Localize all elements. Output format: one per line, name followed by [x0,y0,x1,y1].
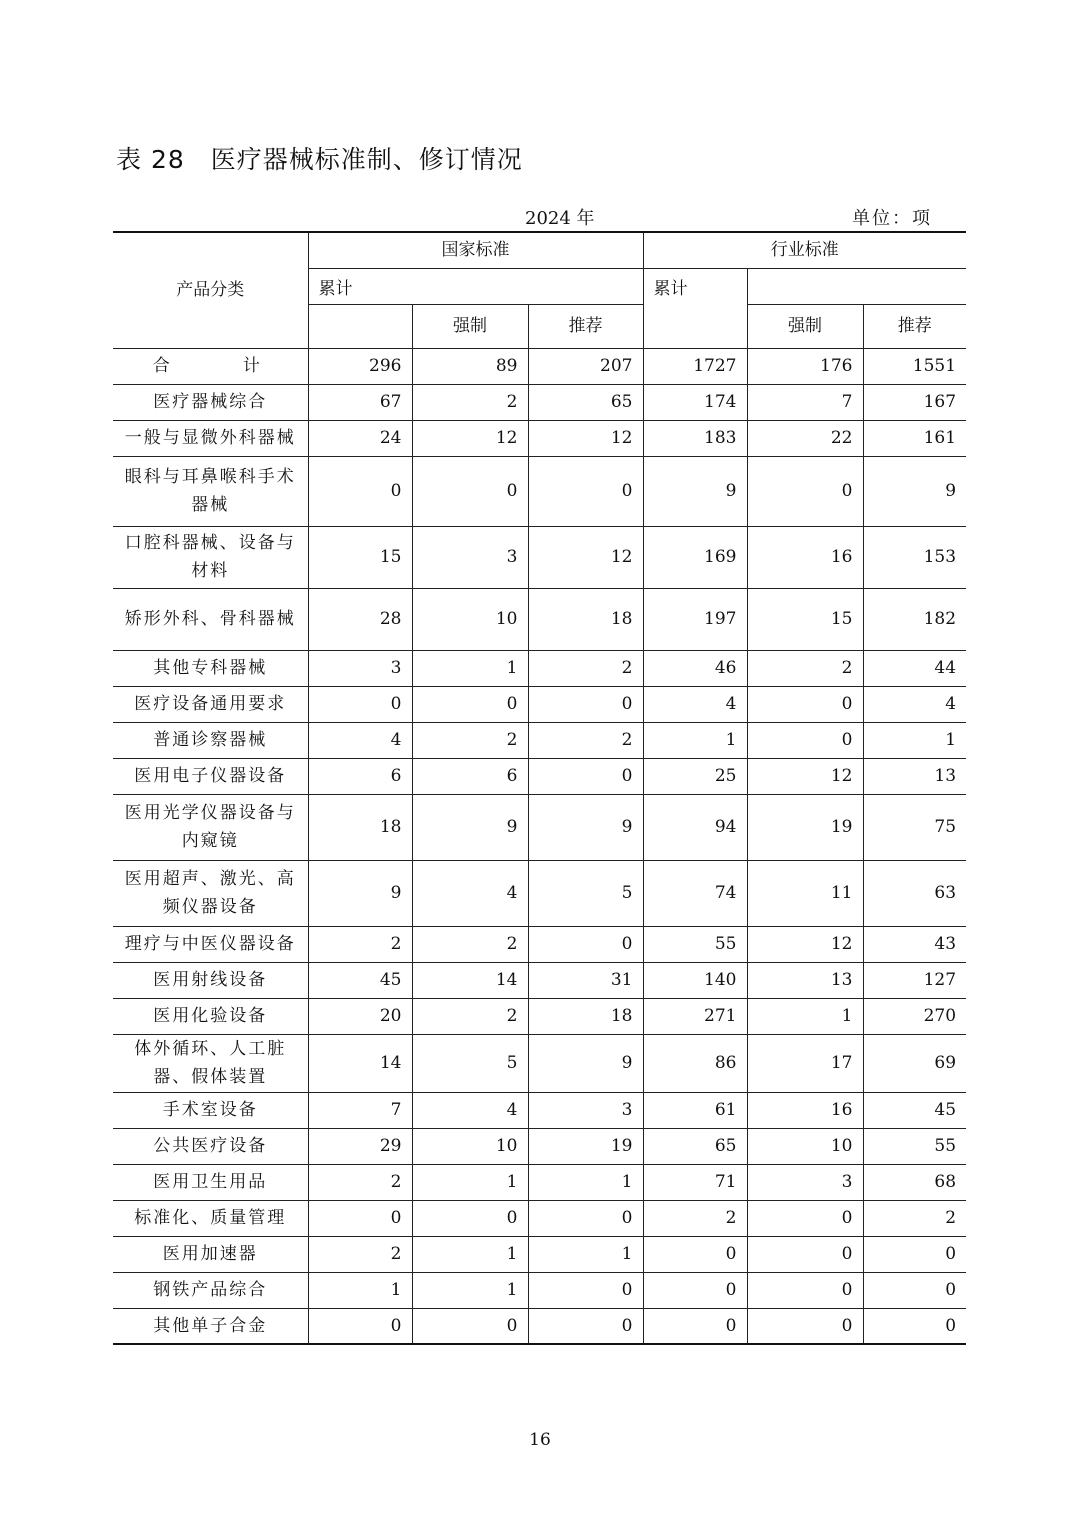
row-category: 其他专科器械 [113,650,308,686]
row-value: 2 [863,1200,966,1236]
row-value: 24 [308,420,412,456]
table-row [113,1308,966,1344]
table-row [113,722,966,758]
row-value: 2 [528,650,643,686]
row-value: 65 [643,1128,747,1164]
row-value: 0 [747,1236,863,1272]
row-value: 10 [412,1128,528,1164]
row-value: 271 [643,998,747,1034]
row-category: 医疗器械综合 [113,384,308,420]
row-category: 一般与显微外科器械 [113,420,308,456]
row-value: 20 [308,998,412,1034]
row-value: 14 [412,962,528,998]
header-national-recommended: 推荐 [528,304,643,348]
row-value: 0 [528,926,643,962]
row-value: 94 [643,794,747,860]
row-category: 公共医疗设备 [113,1128,308,1164]
table-row [113,794,966,860]
table-row [113,456,966,526]
row-value: 0 [528,1200,643,1236]
row-value: 0 [643,1272,747,1308]
row-value: 3 [747,1164,863,1200]
row-value: 4 [412,860,528,926]
row-value: 18 [528,998,643,1034]
row-value: 296 [308,348,412,384]
page-number: 16 [529,1430,551,1450]
row-value: 0 [412,1308,528,1344]
row-value: 9 [308,860,412,926]
row-value: 0 [308,1308,412,1344]
row-value: 0 [747,722,863,758]
table-body [113,348,966,1344]
row-value: 0 [412,686,528,722]
row-value: 6 [412,758,528,794]
row-value: 74 [643,860,747,926]
row-value: 2 [308,1164,412,1200]
row-value: 67 [308,384,412,420]
row-value: 25 [643,758,747,794]
unit-label: 单位：项 [852,208,932,229]
row-value: 75 [863,794,966,860]
header-industry-recommended: 推荐 [863,304,966,348]
row-value: 0 [528,456,643,526]
row-value: 68 [863,1164,966,1200]
table-row [113,1164,966,1200]
row-value: 61 [643,1092,747,1128]
row-value: 12 [747,926,863,962]
row-value: 15 [308,526,412,588]
table-row [113,650,966,686]
row-value: 1 [863,722,966,758]
header-national-cumulative-spacer [308,304,412,348]
row-value: 2 [412,998,528,1034]
header-national-mandatory: 强制 [412,304,528,348]
header-industry-spacer [747,268,966,304]
table-row [113,758,966,794]
table-row [113,1034,966,1092]
row-value: 2 [528,722,643,758]
row-value: 3 [528,1092,643,1128]
row-category: 医用光学仪器设备与内窥镜 [113,794,308,860]
row-value: 5 [528,860,643,926]
row-value: 0 [308,456,412,526]
row-value: 2 [412,926,528,962]
row-value: 9 [863,456,966,526]
row-value: 1 [412,1164,528,1200]
row-value: 7 [308,1092,412,1128]
row-value: 4 [308,722,412,758]
row-value: 86 [643,1034,747,1092]
row-value: 182 [863,588,966,650]
row-value: 2 [308,1236,412,1272]
header-industry-cumulative: 累计 [643,268,747,348]
table-row [113,588,966,650]
row-value: 45 [863,1092,966,1128]
row-value: 45 [308,962,412,998]
row-value: 19 [528,1128,643,1164]
row-value: 11 [747,860,863,926]
row-value: 13 [747,962,863,998]
row-value: 0 [747,1200,863,1236]
row-value: 18 [528,588,643,650]
row-value: 4 [412,1092,528,1128]
row-value: 12 [528,420,643,456]
row-value: 12 [747,758,863,794]
row-value: 14 [308,1034,412,1092]
row-value: 63 [863,860,966,926]
row-value: 197 [643,588,747,650]
row-value: 4 [643,686,747,722]
table-row [113,1200,966,1236]
row-category: 医用射线设备 [113,962,308,998]
row-category: 合 计 [113,348,308,384]
row-value: 1727 [643,348,747,384]
row-value: 69 [863,1034,966,1092]
row-value: 1 [528,1164,643,1200]
total-row [113,348,966,384]
row-value: 1 [412,1236,528,1272]
row-category: 钢铁产品综合 [113,1272,308,1308]
row-value: 0 [528,686,643,722]
row-value: 1 [528,1236,643,1272]
row-category: 标准化、质量管理 [113,1200,308,1236]
row-value: 22 [747,420,863,456]
row-value: 0 [308,1200,412,1236]
header-product-category: 产品分类 [113,232,308,348]
table-title [116,140,523,176]
header-national-standard: 国家标准 [308,232,643,268]
row-value: 2 [308,926,412,962]
row-value: 13 [863,758,966,794]
row-value: 19 [747,794,863,860]
row-value: 16 [747,1092,863,1128]
row-value: 0 [308,686,412,722]
row-value: 29 [308,1128,412,1164]
row-value: 1 [308,1272,412,1308]
row-category: 理疗与中医仪器设备 [113,926,308,962]
row-value: 2 [747,650,863,686]
row-value: 31 [528,962,643,998]
row-value: 3 [308,650,412,686]
row-value: 12 [528,526,643,588]
row-category: 口腔科器械、设备与材料 [113,526,308,588]
row-value: 0 [863,1272,966,1308]
row-value: 0 [747,456,863,526]
row-value: 0 [747,686,863,722]
row-value: 183 [643,420,747,456]
row-category: 医疗设备通用要求 [113,686,308,722]
row-value: 12 [412,420,528,456]
row-value: 10 [747,1128,863,1164]
row-value: 140 [643,962,747,998]
row-value: 0 [747,1272,863,1308]
row-value: 174 [643,384,747,420]
row-value: 1 [412,1272,528,1308]
row-value: 65 [528,384,643,420]
row-category: 手术室设备 [113,1092,308,1128]
row-value: 55 [863,1128,966,1164]
table-title-text: 医疗器械标准制、修订情况 [210,145,523,174]
table-row [113,686,966,722]
table-row [113,860,966,926]
table-row [113,1272,966,1308]
row-value: 0 [863,1308,966,1344]
row-category: 医用卫生用品 [113,1164,308,1200]
table-row [113,384,966,420]
row-category: 医用加速器 [113,1236,308,1272]
table-row [113,998,966,1034]
row-value: 0 [643,1308,747,1344]
year-label: 2024 年 [525,208,595,229]
row-value: 17 [747,1034,863,1092]
row-value: 5 [412,1034,528,1092]
row-value: 0 [412,1200,528,1236]
row-category: 医用超声、激光、高频仪器设备 [113,860,308,926]
table-row [113,926,966,962]
header-industry-standard: 行业标准 [643,232,966,268]
row-value: 6 [308,758,412,794]
row-value: 18 [308,794,412,860]
row-value: 167 [863,384,966,420]
table-row [113,1128,966,1164]
row-value: 2 [643,1200,747,1236]
row-value: 176 [747,348,863,384]
row-value: 0 [643,1236,747,1272]
row-category: 医用化验设备 [113,998,308,1034]
row-value: 2 [412,384,528,420]
row-value: 1551 [863,348,966,384]
row-value: 3 [412,526,528,588]
row-value: 161 [863,420,966,456]
row-category: 普通诊察器械 [113,722,308,758]
row-value: 9 [528,794,643,860]
row-value: 16 [747,526,863,588]
table-row [113,962,966,998]
row-value: 169 [643,526,747,588]
row-value: 270 [863,998,966,1034]
row-value: 4 [863,686,966,722]
table-row [113,1236,966,1272]
row-value: 127 [863,962,966,998]
row-category: 其他单子合金 [113,1308,308,1344]
row-value: 0 [412,456,528,526]
row-category: 体外循环、人工脏器、假体装置 [113,1034,308,1092]
row-value: 7 [747,384,863,420]
row-value: 1 [643,722,747,758]
table-row [113,1092,966,1128]
row-value: 0 [528,1308,643,1344]
row-value: 0 [528,758,643,794]
row-value: 9 [412,794,528,860]
row-value: 0 [863,1236,966,1272]
header-national-cumulative: 累计 [308,268,643,304]
row-value: 1 [747,998,863,1034]
row-value: 0 [528,1272,643,1308]
row-category: 医用电子仪器设备 [113,758,308,794]
standards-table [113,231,966,1345]
header-industry-mandatory: 强制 [747,304,863,348]
row-value: 0 [747,1308,863,1344]
row-value: 207 [528,348,643,384]
row-value: 46 [643,650,747,686]
row-value: 15 [747,588,863,650]
row-value: 28 [308,588,412,650]
table-row [113,526,966,588]
row-category: 眼科与耳鼻喉科手术器械 [113,456,308,526]
row-value: 2 [412,722,528,758]
row-value: 71 [643,1164,747,1200]
row-value: 43 [863,926,966,962]
row-value: 9 [643,456,747,526]
row-value: 89 [412,348,528,384]
table-number: 表 28 [116,145,185,174]
table-row [113,420,966,456]
row-value: 153 [863,526,966,588]
row-value: 44 [863,650,966,686]
row-value: 10 [412,588,528,650]
row-value: 9 [528,1034,643,1092]
row-value: 1 [412,650,528,686]
row-value: 55 [643,926,747,962]
row-category: 矫形外科、骨科器械 [113,588,308,650]
